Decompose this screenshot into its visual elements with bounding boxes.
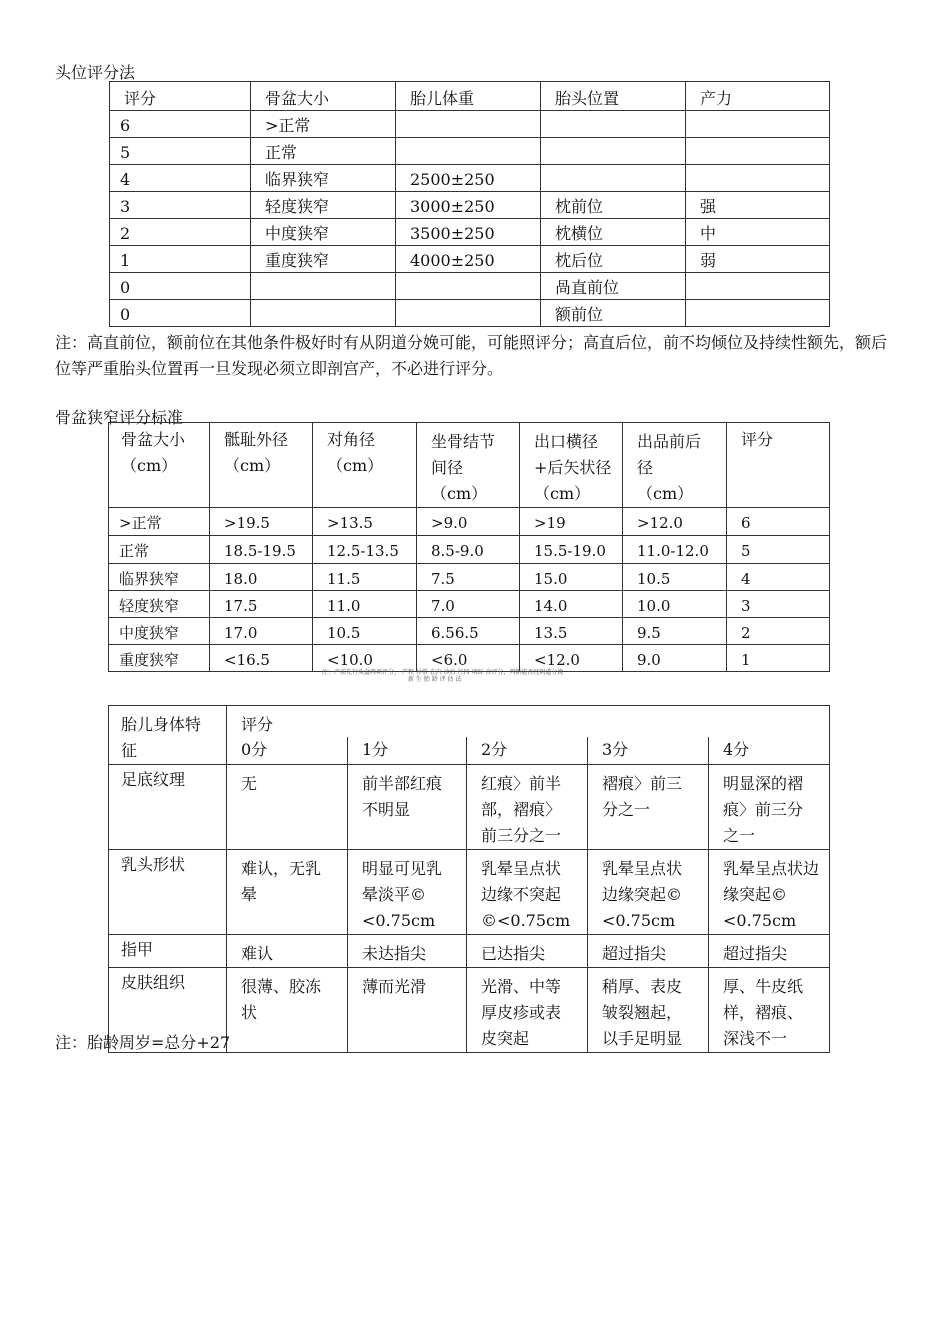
pelvis-score-cell: 2	[727, 618, 830, 645]
pelvis-score-row	[109, 564, 830, 591]
pelvis-score-row	[109, 508, 830, 536]
head-score-cell: 3000±250	[396, 192, 541, 219]
pelvis-score-cell: 1	[727, 645, 830, 672]
pelvis-score-cell: 11.0	[313, 591, 417, 618]
pelvis-score-cell: 3	[727, 591, 830, 618]
pelvis-score-cell: 9.5	[623, 618, 727, 645]
gestational-cell: 难认，无乳 晕	[227, 850, 348, 935]
gestational-row	[109, 850, 830, 935]
gestational-score-header: 4分	[709, 737, 830, 765]
gestational-header-row	[109, 706, 830, 737]
pelvis-score-cell: 9.0	[623, 645, 727, 672]
head-score-cell: 4	[110, 165, 251, 192]
pelvis-score-cell: >12.0	[623, 508, 727, 536]
gestational-cell: 乳晕呈点状边 缘突起© <0.75cm	[709, 850, 830, 935]
gestational-cell: 乳晕呈点状 边缘不突起 ©<0.75cm	[467, 850, 588, 935]
gestational-feature-label: 乳头形状	[109, 850, 227, 935]
head-score-cell	[396, 111, 541, 138]
pelvis-score-cell: <12.0	[520, 645, 623, 672]
head-score-cell: >正常	[251, 111, 396, 138]
head-score-row	[110, 138, 830, 165]
pelvis-score-cell: >19.5	[210, 508, 313, 536]
gestational-cell: 未达指尖	[348, 935, 467, 968]
pelvis-score-header-row	[109, 423, 830, 508]
head-score-cell	[251, 273, 396, 300]
head-score-row	[110, 273, 830, 300]
pelvis-score-cell: 7.0	[417, 591, 520, 618]
pelvis-score-cell: >9.0	[417, 508, 520, 536]
pelvis-score-cell: 15.5-19.0	[520, 536, 623, 564]
gestational-score-header: 3分	[588, 737, 709, 765]
gestational-cell: 前半部红痕 不明显	[348, 765, 467, 850]
pelvis-score-cell: 6.56.5	[417, 618, 520, 645]
gestational-cell: 已达指尖	[467, 935, 588, 968]
pelvis-score-header-cell: 对角径 （cm）	[313, 423, 417, 508]
head-score-cell: 额前位	[541, 300, 686, 327]
gestational-age-tiny-title: 新 生 胎 龄 评 估 法	[408, 676, 462, 683]
gestational-cell: 红痕〉前半 部，褶痕〉 前三分之一	[467, 765, 588, 850]
head-score-cell: 弱	[686, 246, 830, 273]
pelvis-score-cell: <6.0	[417, 645, 520, 672]
head-score-table	[109, 81, 830, 327]
head-score-cell: 6	[110, 111, 251, 138]
pelvis-score-cell: 中度狭窄	[109, 618, 210, 645]
pelvis-score-header-cell: 骨盆大小 （cm）	[109, 423, 210, 508]
head-score-cell	[686, 273, 830, 300]
head-score-header-cell: 评分	[110, 82, 251, 111]
gestational-cell: 难认	[227, 935, 348, 968]
head-score-row	[110, 246, 830, 273]
head-score-cell	[541, 111, 686, 138]
head-score-cell: 3500±250	[396, 219, 541, 246]
pelvis-tiny-note: 注：产前先行头盆两项评分， 产程 异常 在内 诊后 行四 项综 合评分，判断能否经阴道分娩	[322, 669, 564, 676]
gestational-score-label: 评分	[227, 706, 830, 737]
head-score-cell: 强	[686, 192, 830, 219]
head-score-header-cell: 胎儿体重	[396, 82, 541, 111]
head-score-cell	[686, 300, 830, 327]
pelvis-score-cell: >13.5	[313, 508, 417, 536]
pelvis-score-cell: 11.0-12.0	[623, 536, 727, 564]
pelvis-score-header-cell: 出口横径 +后矢状径 （cm）	[520, 423, 623, 508]
head-score-cell	[251, 300, 396, 327]
pelvis-score-cell: 10.0	[623, 591, 727, 618]
pelvis-score-cell: 正常	[109, 536, 210, 564]
head-score-cell	[396, 138, 541, 165]
gestational-cell: 稍厚、表皮 皱裂翘起， 以手足明显	[588, 968, 709, 1053]
head-score-cell: 临界狭窄	[251, 165, 396, 192]
pelvis-score-cell: 4	[727, 564, 830, 591]
head-score-header-cell: 产力	[686, 82, 830, 111]
pelvis-score-row	[109, 618, 830, 645]
pelvis-score-table	[108, 422, 830, 672]
head-score-cell: 5	[110, 138, 251, 165]
gestational-corner-label: 胎儿身体特 征	[109, 706, 227, 765]
gestational-cell: 超过指尖	[709, 935, 830, 968]
pelvis-score-cell: 10.5	[623, 564, 727, 591]
head-score-row	[110, 192, 830, 219]
head-score-cell	[396, 273, 541, 300]
head-score-title: 头位评分法	[55, 63, 136, 82]
head-score-cell: 中	[686, 219, 830, 246]
pelvis-score-title: 骨盆狭窄评分标准	[55, 408, 184, 427]
head-score-note: 注：高直前位，额前位在其他条件极好时有从阴道分娩可能，可能照评分；高直后位，前不均倾位及持续性额先，额后位等严重胎头位置再一旦发现必须立即剖宫产，不必进行评分。	[55, 333, 888, 378]
pelvis-score-cell: <16.5	[210, 645, 313, 672]
pelvis-score-cell: 18.5-19.5	[210, 536, 313, 564]
pelvis-score-header-cell: 骶耻外径 （cm）	[210, 423, 313, 508]
pelvis-score-cell: 临界狭窄	[109, 564, 210, 591]
pelvis-score-cell: 6	[727, 508, 830, 536]
head-score-row	[110, 111, 830, 138]
gestational-age-note: 注：胎龄周岁=总分+27	[55, 1033, 231, 1052]
head-score-cell: 4000±250	[396, 246, 541, 273]
head-score-cell: 轻度狭窄	[251, 192, 396, 219]
pelvis-score-cell: 13.5	[520, 618, 623, 645]
pelvis-score-header-cell: 坐骨结节 间径 （cm）	[417, 423, 520, 508]
head-score-cell: 枕前位	[541, 192, 686, 219]
pelvis-score-cell: 17.5	[210, 591, 313, 618]
pelvis-score-cell: 11.5	[313, 564, 417, 591]
head-score-cell: 枕后位	[541, 246, 686, 273]
gestational-cell: 明显可见乳 晕淡平© <0.75cm	[348, 850, 467, 935]
head-score-header-row	[110, 82, 830, 111]
gestational-score-header: 0分	[227, 737, 348, 765]
pelvis-score-row	[109, 591, 830, 618]
pelvis-score-cell: 10.5	[313, 618, 417, 645]
gestational-cell: 光滑、中等 厚皮疹或表 皮突起	[467, 968, 588, 1053]
head-score-cell	[396, 300, 541, 327]
head-score-cell: 2	[110, 219, 251, 246]
pelvis-score-header-cell: 评分	[727, 423, 830, 508]
pelvis-score-cell: 7.5	[417, 564, 520, 591]
head-score-row	[110, 219, 830, 246]
head-score-cell	[686, 165, 830, 192]
pelvis-score-cell: 15.0	[520, 564, 623, 591]
head-score-cell: 中度狭窄	[251, 219, 396, 246]
gestational-cell: 很薄、胶冻 状	[227, 968, 348, 1053]
pelvis-score-cell: >正常	[109, 508, 210, 536]
head-score-cell	[541, 138, 686, 165]
head-score-cell: 枕横位	[541, 219, 686, 246]
pelvis-score-row	[109, 536, 830, 564]
pelvis-score-cell: <10.0	[313, 645, 417, 672]
head-score-cell: 0	[110, 273, 251, 300]
pelvis-score-cell: 重度狭窄	[109, 645, 210, 672]
gestational-cell: 褶痕〉前三 分之一	[588, 765, 709, 850]
head-score-row	[110, 165, 830, 192]
head-score-cell: 3	[110, 192, 251, 219]
head-score-cell: 1	[110, 246, 251, 273]
pelvis-score-cell: 8.5-9.0	[417, 536, 520, 564]
head-score-header-cell: 胎头位置	[541, 82, 686, 111]
pelvis-score-row	[109, 645, 830, 672]
head-score-cell	[686, 138, 830, 165]
head-score-row	[110, 300, 830, 327]
pelvis-score-cell: >19	[520, 508, 623, 536]
gestational-row	[109, 765, 830, 850]
gestational-cell: 乳晕呈点状 边缘突起© <0.75cm	[588, 850, 709, 935]
head-score-cell	[686, 111, 830, 138]
head-score-cell: 重度狭窄	[251, 246, 396, 273]
pelvis-score-cell: 14.0	[520, 591, 623, 618]
gestational-feature-label: 足底纹理	[109, 765, 227, 850]
head-score-cell	[541, 165, 686, 192]
head-score-header-cell: 骨盆大小	[251, 82, 396, 111]
gestational-feature-label: 指甲	[109, 935, 227, 968]
gestational-cell: 薄而光滑	[348, 968, 467, 1053]
gestational-age-table	[108, 705, 830, 1053]
pelvis-score-cell: 17.0	[210, 618, 313, 645]
head-score-cell: 正常	[251, 138, 396, 165]
head-score-cell: 0	[110, 300, 251, 327]
gestational-cell: 无	[227, 765, 348, 850]
gestational-score-header: 2分	[467, 737, 588, 765]
pelvis-score-cell: 12.5-13.5	[313, 536, 417, 564]
gestational-feature-label: 皮肤组织	[109, 968, 227, 1053]
gestational-row	[109, 935, 830, 968]
pelvis-score-cell: 5	[727, 536, 830, 564]
gestational-cell: 明显深的褶 痕〉前三分 之一	[709, 765, 830, 850]
gestational-cell: 厚、牛皮纸 样，褶痕、 深浅不一	[709, 968, 830, 1053]
pelvis-score-cell: 轻度狭窄	[109, 591, 210, 618]
head-score-cell: 2500±250	[396, 165, 541, 192]
head-score-cell: 咼直前位	[541, 273, 686, 300]
pelvis-score-header-cell: 出品前后 径 （cm）	[623, 423, 727, 508]
pelvis-score-cell: 18.0	[210, 564, 313, 591]
gestational-score-header: 1分	[348, 737, 467, 765]
gestational-cell: 超过指尖	[588, 935, 709, 968]
